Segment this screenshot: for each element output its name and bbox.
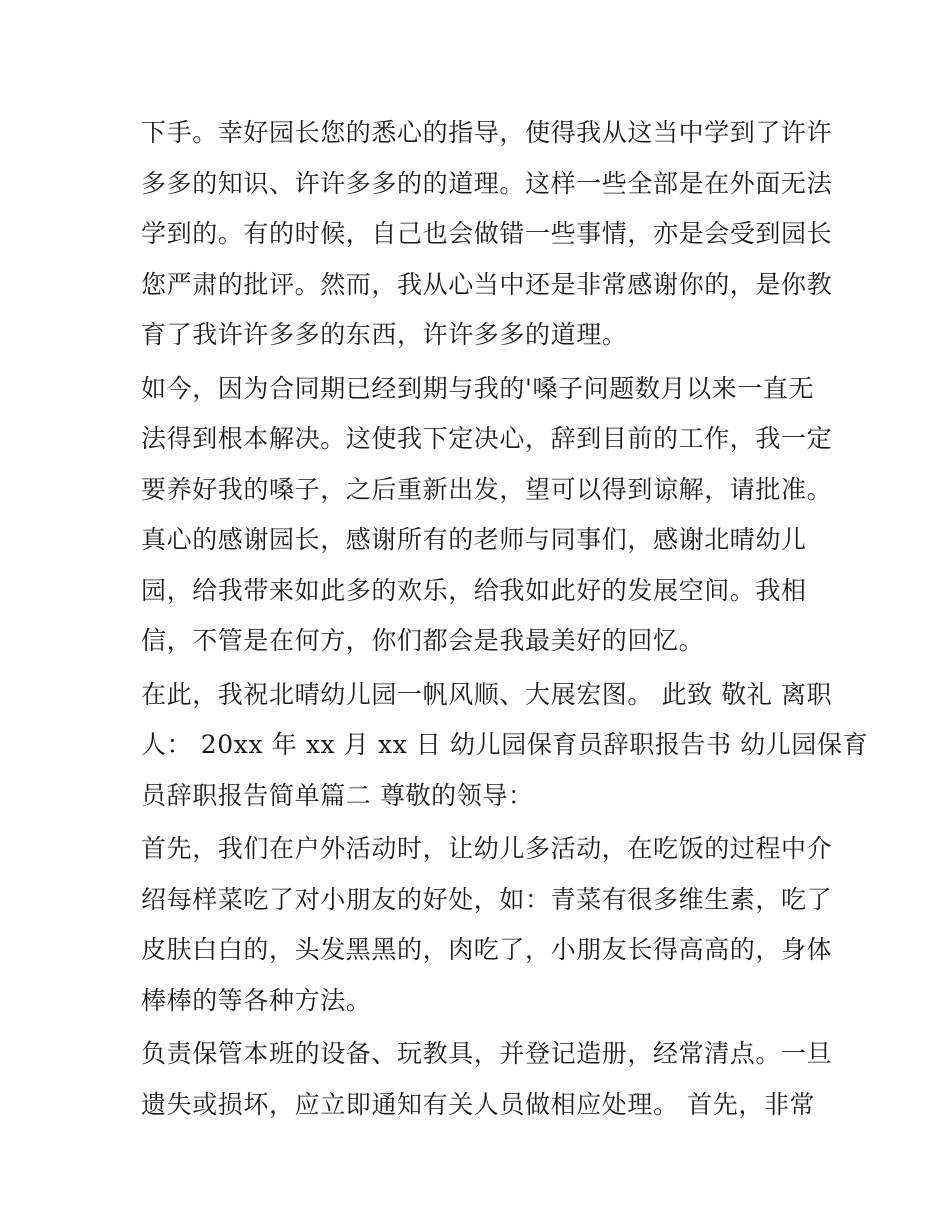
paragraph [141,1029,833,1130]
paragraph [141,364,833,667]
paragraph [141,108,833,361]
text-line: 负责保管本班的设备、玩教具，并登记造册，经常清点。一旦 [141,1039,833,1068]
text-line: 绍每样菜吃了对小朋友的好处，如：青菜有很多维生素，吃了 [141,884,833,914]
text-line: 您严肃的批评。然而，我从心当中还是非常感谢你的，是你教 [141,269,833,299]
text-line: 多多的知识、许许多多的的道理。这样一些全部是在外面无法 [141,168,833,198]
text-line: 在此，我祝北晴幼儿园一帆风顺、大展宏图。 此致 敬礼 离职 [141,679,833,709]
text-line: 遗失或损坏，应立即通知有关人员做相应处理。 首先，非常 [141,1089,816,1119]
document-body [141,108,869,1133]
text-line: 如今，因为合同期已经到期与我的'嗓子问题数月以来一直无 [141,373,815,403]
text-line: 园，给我带来如此多的欢乐，给我如此好的发展空间。我相 [141,575,807,605]
text-line: 信，不管是在何方，你们都会是我最美好的回忆。 [141,626,705,655]
text-line: 学到的。有的时候，自己也会做错一些事情，亦是会受到园长 [141,219,833,248]
text-line: 人： 20xx 年 xx 月 xx 日 幼儿园保育员辞职报告书 幼儿园保育 [141,730,869,759]
text-line: 首先，我们在户外活动时，让幼儿多活动，在吃饭的过程中介 [141,834,833,863]
text-line: 员辞职报告简单篇二 尊敬的领导： [141,780,534,810]
text-line: 真心的感谢园长，感谢所有的老师与同事们，感谢北晴幼儿 [141,525,807,554]
text-line: 皮肤白白的，头发黑黑的，肉吃了，小朋友长得高高的，身体 [141,935,833,964]
text-line: 下手。幸好园长您的悉心的指导，使得我从这当中学到了许许 [141,118,833,147]
text-line: 要养好我的嗓子，之后重新出发，望可以得到谅解，请批准。 [141,474,833,504]
paragraph [141,824,833,1026]
text-line: 棒棒的等各种方法。 [141,985,372,1015]
text-line: 育了我许许多多的东西，许许多多的道理。 [141,320,628,349]
text-line: 法得到根本解决。这使我下定决心，辞到目前的工作，我一定 [141,424,833,453]
paragraph [141,670,869,822]
